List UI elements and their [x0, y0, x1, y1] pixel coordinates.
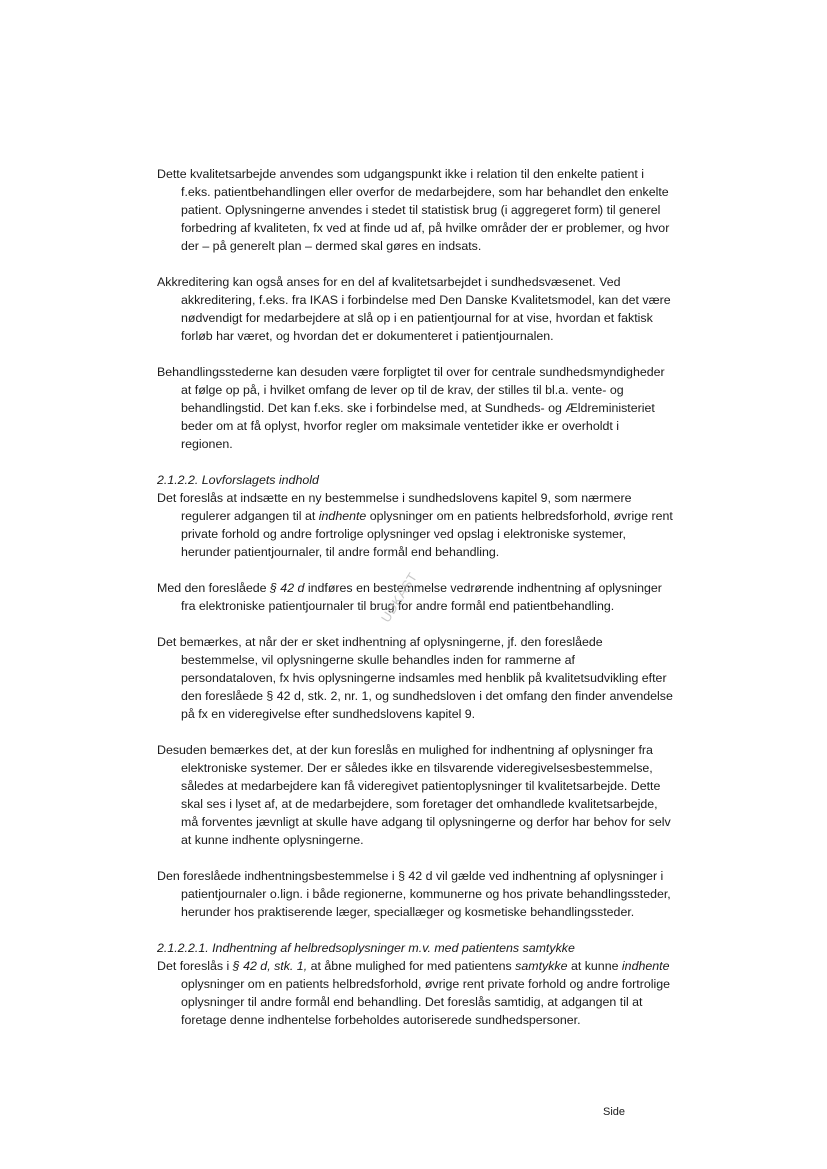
- paragraph-new-provision: [157, 489, 673, 561]
- footer-page-label: Side: [603, 1106, 626, 1118]
- paragraph-text: Dette kvalitetsarbejde anvendes som udgangspunkt ikke i relation til den enkelte patient i f.eks. patientbehandlingen eller overfor de medarbejdere, som har behandlet den enkelte patient. Oplysningerne anvendes i stedet til statistisk brug (i aggregeret form) til generel forbedring af kvaliteten, fx ved at finde ud af, på hvilke områder der er problemer, og hvor der – på generelt plan – dermed skal gøres en indsats.: [157, 167, 670, 253]
- paragraph-treatment-sites: [157, 363, 673, 453]
- paragraph-text: oplysninger om en patients helbredsforhold, øvrige rent private forhold og andre fortrolige oplysninger ved opslag i elektroniske systemer, herunder patientjournaler, til andre formål end behandling.: [181, 509, 673, 559]
- document-body: [157, 165, 673, 1029]
- emphasis-text: samtykke: [515, 959, 568, 973]
- emphasis-text: indhente: [318, 509, 367, 523]
- section-heading-consent: 2.1.2.2.1. Indhentning af helbredsoplysninger m.v. med patientens samtykke: [157, 941, 575, 955]
- paragraph-text: Det bemærkes, at når der er sket indhentning af oplysningerne, jf. den foreslåede bestemmelse, vil oplysningerne skulle behandles inden for rammerne af persondataloven, fx hvis oplysningerne indsamles med henblik på kvalitetsudvikling efter den foreslåede § 42 d, stk. 2, nr. 1, og sundhedsloven i det omfang den finder anvendelse på fx en videregivelse efter sundhedslovens kapitel 9.: [157, 635, 673, 721]
- paragraph-electronic-systems: [157, 741, 673, 849]
- paragraph-text: Det foreslås i: [157, 959, 233, 973]
- emphasis-text: indhente: [621, 959, 670, 973]
- paragraph-data-protection: [157, 633, 673, 723]
- paragraph-text: indføres en bestemmelse vedrørende indhentning af oplysninger fra elektroniske patientjournaler til brug for andre formål end patientbehandling.: [181, 581, 662, 613]
- paragraph-text: Desuden bemærkes det, at der kun foreslås en mulighed for indhentning af oplysninger fra elektroniske systemer. Der er således ikke en tilsvarende videregivelsesbestemmelse, således at medarbejdere kan få videregivet patientoplysninger til kvalitetsarbejde. Dette skal ses i lyset af, at de medarbejdere, som foretager det omhandlede kvalitetsarbejde, må forventes jævnligt at skulle have adgang til oplysningerne og derfor har behov for selv at kunne indhente oplysningerne.: [157, 743, 671, 847]
- paragraph-quality-work: [157, 165, 673, 255]
- emphasis-text: § 42 d, stk. 1,: [232, 959, 308, 973]
- paragraph-scope: [157, 867, 673, 921]
- draft-watermark: UDKAST: [378, 569, 421, 625]
- paragraph-text: Det foreslås at indsætte en ny bestemmelse i sundhedslovens kapitel 9, som nærmere regulerer adgangen til at: [157, 491, 632, 523]
- paragraph-text: oplysninger om en patients helbredsforhold, øvrige rent private forhold og andre fortrolige oplysninger til andre formål end behandling. Det foreslås samtidig, at adgangen til at foretage denne indhentelse forbeholdes autoriserede sundhedspersoner.: [181, 977, 671, 1027]
- paragraph-text: Akkreditering kan også anses for en del af kvalitetsarbejdet i sundhedsvæsenet. Ved akkreditering, f.eks. fra IKAS i forbindelse med Den Danske Kvalitetsmodel, kan det være nødvendigt for medarbejdere at slå op i en patientjournal for at vise, hvordan et faktisk forløb har været, og hvordan det er dokumenteret i patientjournalen.: [157, 275, 671, 343]
- paragraph-text: at kunne: [567, 959, 622, 973]
- paragraph-text: at åbne mulighed for med patientens: [307, 959, 516, 973]
- emphasis-text: § 42 d: [269, 581, 305, 595]
- paragraph-accreditation: [157, 273, 673, 345]
- paragraph-consent: [157, 957, 673, 1029]
- section-heading-bill-content: 2.1.2.2. Lovforslagets indhold: [157, 473, 319, 487]
- paragraph-text: Behandlingsstederne kan desuden være forpligtet til over for centrale sundhedsmyndigheder at følge op på, i hvilket omfang de lever op til de krav, der stilles til bl.a. vente- og behandlingstid. Det kan f.eks. ske i forbindelse med, at Sundheds- og Ældreministeriet beder om at få oplyst, hvorfor regler om maksimale ventetider ikke er overholdt i regionen.: [157, 365, 665, 451]
- paragraph-text: Den foreslåede indhentningsbestemmelse i § 42 d vil gælde ved indhentning af oplysninger i patientjournaler o.lign. i både regionerne, kommunerne og hos private behandlingssteder, herunder hos praktiserende læger, speciallæger og kosmetiske behandlingssteder.: [157, 869, 671, 919]
- paragraph-text: Med den foreslåede: [157, 581, 270, 595]
